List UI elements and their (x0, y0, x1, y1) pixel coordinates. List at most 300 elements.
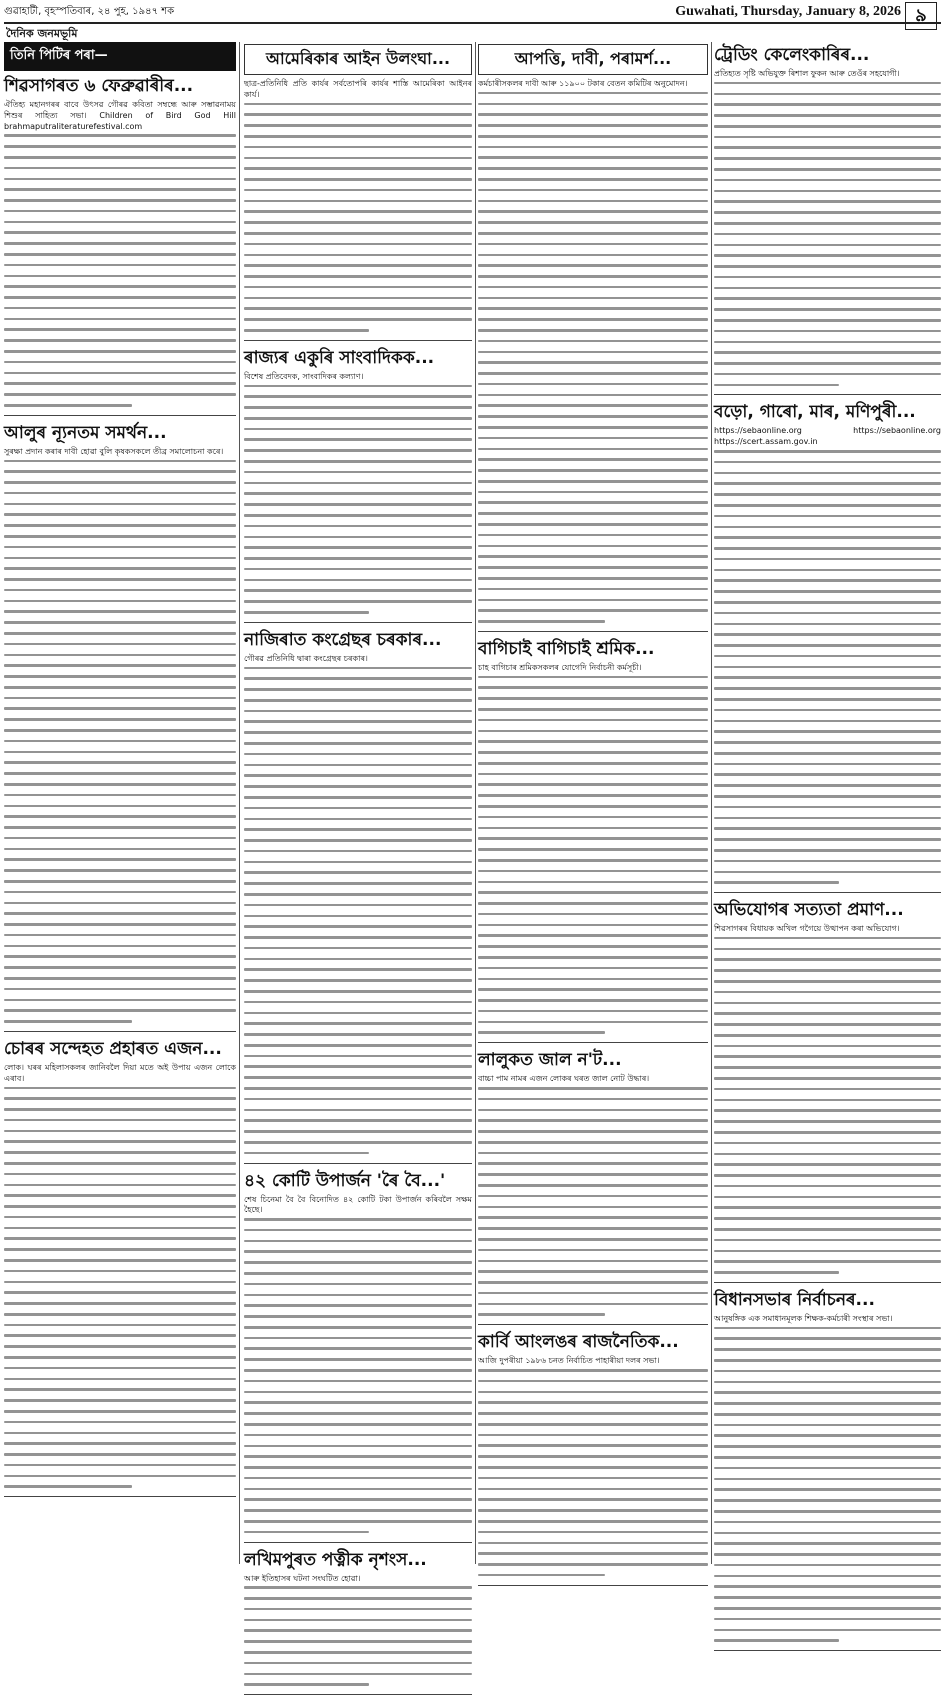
article (4, 422, 236, 1032)
text-line (714, 871, 941, 874)
text-line (4, 339, 236, 342)
text-line (244, 968, 472, 971)
text-line (244, 1488, 472, 1491)
text-line (4, 1291, 236, 1294)
text-line (714, 351, 941, 354)
article-snippet: শিৱসাগৰৰ বিধায়ক অখিল গগৈয়ে উত্থাপন কৰা অভিযোগ। (714, 924, 900, 934)
text-line (714, 1488, 941, 1491)
article-text-lines (478, 1087, 708, 1316)
text-line (244, 210, 472, 213)
text-line (714, 319, 941, 322)
text-line (244, 1412, 472, 1415)
text-line (714, 1456, 941, 1459)
text-line (478, 1087, 708, 1090)
article (244, 347, 472, 623)
text-line (4, 1140, 236, 1143)
article (4, 1038, 236, 1497)
text-line (244, 189, 472, 192)
text-line (4, 242, 236, 245)
text-line (244, 1098, 472, 1101)
text-line (244, 1250, 472, 1253)
text-line (4, 199, 236, 202)
text-line (714, 687, 941, 690)
column-1 (4, 42, 236, 1564)
text-line (4, 988, 236, 991)
text-line (714, 881, 839, 884)
article (4, 75, 236, 416)
text-line (714, 860, 941, 863)
text-line (4, 285, 236, 288)
text-line (714, 1381, 941, 1384)
article (478, 1049, 708, 1325)
article-snippet: প্ৰতিহ্যত সৃষ্টি অভিযুক্ত ৰিশাল ফুকন আৰু তেওঁৰ সহযোগী। (714, 69, 900, 78)
article-headline: লালুকত জাল ন'ট... (478, 1050, 622, 1071)
text-line (714, 244, 941, 247)
text-line (4, 524, 236, 527)
text-line (244, 990, 472, 993)
text-line (4, 1410, 236, 1413)
text-line (714, 937, 941, 940)
text-line (244, 1261, 472, 1264)
column-3-articles (478, 44, 708, 1586)
text-line (244, 275, 472, 278)
text-line (4, 815, 236, 818)
text-line (4, 1432, 236, 1435)
article-body (478, 1356, 708, 1576)
text-line (714, 493, 941, 496)
text-line (4, 643, 236, 646)
text-line (244, 861, 472, 864)
header-rule (4, 22, 941, 24)
text-line (478, 1509, 708, 1512)
text-line (714, 384, 839, 387)
text-line (478, 555, 708, 558)
text-line (714, 1023, 941, 1026)
text-line (478, 351, 708, 354)
text-line (478, 1227, 708, 1230)
article (244, 1170, 472, 1543)
text-line (244, 1586, 472, 1589)
text-line (714, 1521, 941, 1524)
text-line (714, 222, 941, 225)
text-line (4, 1399, 236, 1402)
text-line (714, 362, 941, 365)
article-body (244, 372, 472, 614)
text-line (478, 103, 708, 106)
text-line (244, 1466, 472, 1469)
text-line (714, 1542, 941, 1545)
text-line (244, 232, 472, 235)
text-line (714, 504, 941, 507)
text-line (478, 156, 708, 159)
text-line (478, 827, 708, 830)
text-line (4, 513, 236, 516)
text-line (478, 859, 708, 862)
text-line (714, 341, 941, 344)
column-4 (714, 42, 941, 1564)
text-line (478, 210, 708, 213)
text-line (714, 526, 941, 529)
text-line (4, 1237, 236, 1240)
text-line (244, 828, 472, 831)
article-separator (478, 1324, 708, 1325)
text-line (244, 1662, 472, 1665)
text-line (244, 221, 472, 224)
text-line (478, 1098, 708, 1101)
text-line (244, 1044, 472, 1047)
text-line (244, 428, 472, 431)
text-line (478, 1303, 708, 1306)
text-line (714, 1196, 941, 1199)
text-line (4, 1108, 236, 1111)
text-line (714, 1499, 941, 1502)
text-line (714, 276, 941, 279)
text-line (244, 1401, 472, 1404)
text-line (478, 329, 708, 332)
text-line (478, 92, 708, 95)
text-line (244, 1315, 472, 1318)
column-2-articles (244, 44, 472, 1695)
article-body (714, 924, 941, 1274)
text-line (244, 710, 472, 713)
text-line (4, 275, 236, 278)
text-line (478, 577, 708, 580)
text-line (714, 795, 941, 798)
text-line (714, 773, 941, 776)
text-line (478, 523, 708, 526)
text-line (478, 891, 708, 894)
text-line (4, 470, 236, 473)
text-line (714, 482, 941, 485)
text-line (244, 1240, 472, 1243)
text-line (714, 601, 941, 604)
text-line (714, 1077, 941, 1080)
text-line (244, 482, 472, 485)
text-line (478, 978, 708, 981)
text-line (244, 742, 472, 745)
text-line (478, 1031, 605, 1034)
text-line (4, 1259, 236, 1262)
text-line (714, 1618, 941, 1621)
article-separator (478, 1042, 708, 1043)
text-line (714, 1088, 941, 1091)
text-line (478, 1216, 708, 1219)
text-line (244, 1477, 472, 1480)
text-line (478, 1141, 708, 1144)
text-line (478, 1021, 708, 1024)
text-line (714, 1596, 941, 1599)
article-separator (714, 1650, 941, 1651)
text-line (714, 1327, 941, 1330)
text-line (478, 566, 708, 569)
page-number: ৯ (905, 2, 937, 30)
text-line (4, 902, 236, 905)
text-line (4, 156, 236, 159)
text-line (714, 1034, 941, 1037)
article-headline: বিধানসভাৰ নিৰ্বাচনৰ... (714, 1289, 875, 1310)
article-separator (244, 340, 472, 341)
text-line (4, 134, 236, 137)
text-line (244, 536, 472, 539)
text-line (244, 1640, 472, 1643)
text-line (244, 764, 472, 767)
text-line (478, 480, 708, 483)
article-body (244, 654, 472, 1155)
text-line (4, 145, 236, 148)
text-line (714, 450, 941, 453)
text-line (244, 243, 472, 246)
text-line (244, 699, 472, 702)
text-line (4, 1151, 236, 1154)
article-headline: কাৰ্বি আংলঙৰ ৰাজনৈতিক... (478, 1332, 679, 1353)
text-line (478, 609, 708, 612)
text-line (714, 958, 941, 961)
text-line (4, 393, 236, 396)
article-body (478, 663, 708, 1034)
text-line (478, 1488, 708, 1491)
text-line (244, 460, 472, 463)
text-line (4, 945, 236, 948)
article-separator (244, 1163, 472, 1164)
text-line (4, 955, 236, 958)
text-line (714, 1109, 941, 1112)
text-line (4, 1009, 236, 1012)
text-line (714, 849, 941, 852)
text-line (244, 796, 472, 799)
article-text-lines (714, 82, 941, 386)
text-line (478, 1412, 708, 1415)
text-line (714, 190, 941, 193)
text-line (478, 178, 708, 181)
article-body (714, 69, 941, 386)
text-line (714, 1228, 941, 1231)
article-snippet: সুৰক্ষা প্ৰদান কৰাৰ দাবী হোৱা বুলি কৃষকসকলে তীব্ৰ সমালোচনা কৰে। (4, 446, 224, 456)
text-line (244, 753, 472, 756)
article-text-lines (4, 134, 236, 406)
article-text-lines (714, 1327, 941, 1642)
text-line (4, 546, 236, 549)
text-line (478, 545, 708, 548)
article-separator (478, 631, 708, 632)
text-line (478, 318, 708, 321)
article-body (714, 426, 941, 883)
text-line (4, 1270, 236, 1273)
text-line (714, 655, 941, 658)
text-line (244, 103, 472, 106)
article-separator (4, 1496, 236, 1497)
text-line (478, 458, 708, 461)
text-line (714, 1174, 941, 1177)
text-line (244, 124, 472, 127)
text-line (478, 135, 708, 138)
text-line (4, 740, 236, 743)
text-line (478, 469, 708, 472)
text-line (244, 200, 472, 203)
text-line (478, 762, 708, 765)
text-line (4, 481, 236, 484)
text-line (478, 1552, 708, 1555)
text-line (714, 1206, 941, 1209)
article (478, 1331, 708, 1585)
text-line (244, 503, 472, 506)
text-line (478, 1195, 708, 1198)
text-line (478, 307, 708, 310)
text-line (714, 784, 941, 787)
text-line (478, 1531, 708, 1534)
text-line (714, 1348, 941, 1351)
article-separator (244, 622, 472, 623)
text-line (478, 588, 708, 591)
text-line (244, 785, 472, 788)
text-line (714, 373, 941, 376)
article-body (4, 100, 236, 407)
text-line (714, 1012, 941, 1015)
text-line (714, 93, 941, 96)
text-line (4, 934, 236, 937)
text-line (244, 1391, 472, 1394)
article-snippet: ছাত্ৰ-প্ৰতিনিধি প্ৰতি কাৰ্যৰ সৰ্বতোপৰি কাৰ্যৰ শাস্তি আমেৰিকা আইনৰ কাৰ্য। (244, 79, 472, 99)
text-line (4, 264, 236, 267)
text-line (244, 579, 472, 582)
text-line (478, 286, 708, 289)
text-line (478, 599, 708, 602)
text-line (244, 1283, 472, 1286)
page-header (0, 0, 945, 42)
article-text-lines (714, 937, 941, 1274)
text-line (714, 330, 941, 333)
text-line (714, 817, 941, 820)
text-line (714, 1066, 941, 1069)
text-line (714, 233, 941, 236)
text-line (244, 1012, 472, 1015)
article-separator (4, 415, 236, 416)
text-line (4, 880, 236, 883)
text-line (478, 340, 708, 343)
text-line (714, 1153, 941, 1156)
text-line (478, 676, 708, 679)
text-line (478, 189, 708, 192)
text-line (244, 1445, 472, 1448)
text-line (478, 620, 605, 623)
article-headline: আমেৰিকাৰ আইন উলংঘা... (244, 44, 472, 75)
text-line (244, 958, 472, 961)
text-line (714, 1391, 941, 1394)
text-line (244, 1347, 472, 1350)
text-line (478, 945, 708, 948)
text-line (4, 350, 236, 353)
text-line (714, 200, 941, 203)
text-line (4, 188, 236, 191)
text-line (4, 761, 236, 764)
text-line (478, 988, 708, 991)
text-line (244, 774, 472, 777)
article-snippet: গৌৰৱ প্ৰতিনিধি দ্বাৰা কংগ্ৰেছৰ চৰকাৰ। (244, 653, 368, 663)
text-line (4, 697, 236, 700)
text-line (478, 708, 708, 711)
article (244, 44, 472, 341)
text-line (244, 1218, 472, 1221)
text-line (4, 1313, 236, 1316)
column-divider (239, 42, 240, 1564)
text-line (244, 925, 472, 928)
text-line (478, 254, 708, 257)
text-line (478, 1152, 708, 1155)
text-line (244, 395, 472, 398)
text-line (4, 1194, 236, 1197)
text-line (244, 1001, 472, 1004)
text-line (478, 719, 708, 722)
text-line (4, 567, 236, 570)
text-line (478, 404, 708, 407)
article-headline: চোৰৰ সন্দেহত প্ৰহাৰত এজন... (4, 1038, 222, 1059)
article-separator (714, 1282, 941, 1283)
text-line (478, 783, 708, 786)
text-line (478, 881, 708, 884)
text-line (478, 740, 708, 743)
text-line (478, 1380, 708, 1383)
text-line (244, 667, 472, 670)
text-line (244, 146, 472, 149)
article-snippet: আজি দুপৰীয়া ১৯৮৬ চনত নিৰ্বাচিত পাহাৰীয়া দলৰ সভা। (478, 1356, 660, 1366)
text-line (244, 557, 472, 560)
text-line (478, 1563, 708, 1566)
text-line (714, 308, 941, 311)
text-line (478, 1498, 708, 1501)
text-line (478, 1477, 708, 1480)
article-text-lines (478, 676, 708, 1034)
text-line (478, 1434, 708, 1437)
text-line (4, 231, 236, 234)
text-line (478, 1184, 708, 1187)
text-line (714, 1510, 941, 1513)
text-line (478, 221, 708, 224)
text-line (478, 501, 708, 504)
text-line (714, 1337, 941, 1340)
text-line (244, 731, 472, 734)
text-line (478, 934, 708, 937)
text-line (714, 254, 941, 257)
text-line (4, 783, 236, 786)
text-line (4, 858, 236, 861)
article (714, 401, 941, 893)
text-line (714, 1239, 941, 1242)
text-line (714, 590, 941, 593)
text-line (714, 991, 941, 994)
text-line (714, 1575, 941, 1578)
text-line (714, 1002, 941, 1005)
text-line (714, 948, 941, 951)
text-line (244, 1326, 472, 1329)
text-line (4, 404, 132, 407)
text-line (714, 1359, 941, 1362)
text-line (714, 752, 941, 755)
text-line (4, 718, 236, 721)
article-separator (714, 394, 941, 395)
text-line (714, 1629, 941, 1632)
text-line (714, 157, 941, 160)
article-headline: শিৱসাগৰত ৬ ফেব্ৰুৱাৰীৰ... (4, 76, 194, 96)
article-headline: অভিযোগৰ সত্যতা প্ৰমাণ... (714, 900, 904, 921)
text-line (244, 568, 472, 571)
text-line (244, 904, 472, 907)
text-line (478, 1270, 708, 1273)
text-line (478, 1444, 708, 1447)
text-line (714, 558, 941, 561)
text-line (478, 924, 708, 927)
text-line (478, 1313, 605, 1316)
text-line (244, 871, 472, 874)
text-line (478, 956, 708, 959)
